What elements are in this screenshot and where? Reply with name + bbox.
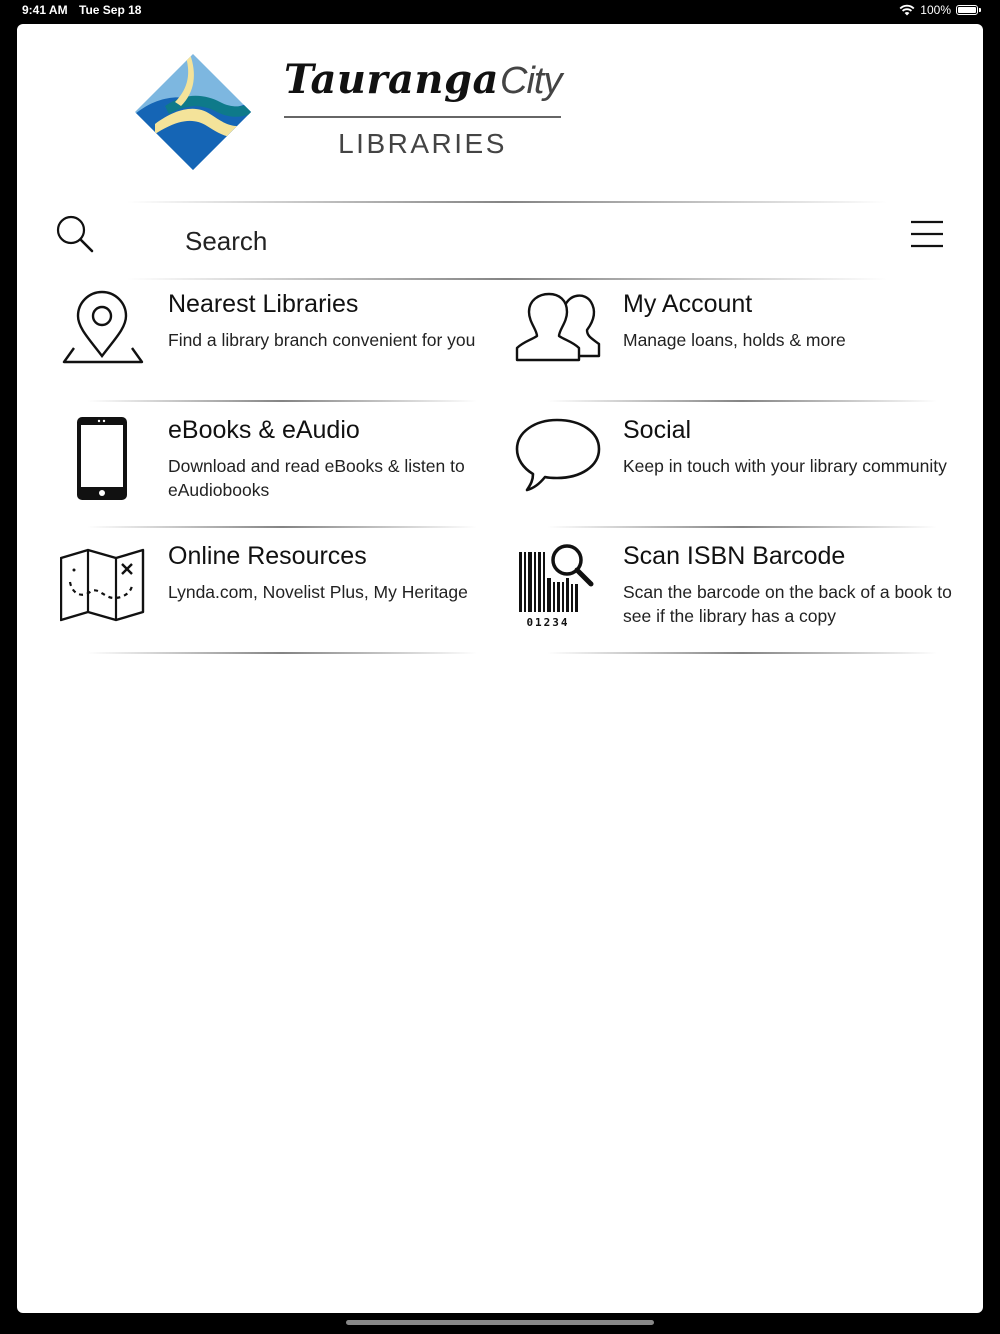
home-indicator[interactable] [346,1320,654,1325]
hamburger-menu-icon[interactable] [910,219,944,249]
status-date: Tue Sep 18 [79,3,142,17]
status-bar [0,0,1000,22]
tile-online-resources[interactable] [60,542,505,662]
row-divider [87,400,477,402]
tile-description: Download and read eBooks & listen to eAudiobooks [168,456,465,500]
battery-fill [958,7,976,13]
barcode-scan-icon [515,542,605,632]
tile-scan-isbn-barcode[interactable] [515,542,960,662]
search-divider [127,278,887,280]
tile-description: Scan the barcode on the back of a book to see if the library has a copy [623,582,952,626]
speech-bubble-icon [515,416,605,506]
logo-subtitle: LIBRARIES [338,128,507,159]
status-time: 9:41 AM [22,3,68,17]
battery-percent: 100% [920,3,951,17]
tile-title: Nearest Libraries [168,290,359,318]
tile-description: Find a library branch convenient for you [168,330,476,350]
tile-title: My Account [623,290,753,318]
battery-icon [956,5,978,15]
tile-title: Scan ISBN Barcode [623,542,846,570]
row-divider [547,400,937,402]
library-logo[interactable] [17,24,983,204]
tile-description: Keep in touch with your library community [623,456,947,476]
tile-nearest-libraries[interactable] [60,290,505,410]
tile-title: Online Resources [168,542,367,570]
tile-title: Social [623,416,692,444]
row-divider [87,526,477,528]
treasure-map-icon [60,542,150,632]
app-page [17,24,983,1313]
search-input[interactable] [185,224,785,258]
tile-my-account[interactable] [515,290,960,410]
row-divider [87,652,477,654]
tile-social[interactable] [515,416,960,536]
barcode-digits: 01234 [526,616,570,629]
logo-divider [284,116,561,118]
users-icon [515,290,605,380]
logo-word-tauranga: Tauranga [284,56,499,103]
tile-title: eBooks & eAudio [168,416,360,444]
logo-word-city: City [500,60,562,102]
search-icon[interactable] [55,214,95,254]
tile-description: Lynda.com, Novelist Plus, My Heritage [168,582,468,602]
wifi-icon [899,4,915,16]
logo-diamond-icon [135,54,251,170]
row-divider [547,526,937,528]
tile-description: Manage loans, holds & more [623,330,846,350]
map-pin-icon [60,290,150,380]
tile-ebooks-eaudio[interactable] [60,416,505,536]
header-divider [127,201,887,203]
row-divider [547,652,937,654]
status-right [899,3,978,17]
tablet-icon [60,416,150,506]
